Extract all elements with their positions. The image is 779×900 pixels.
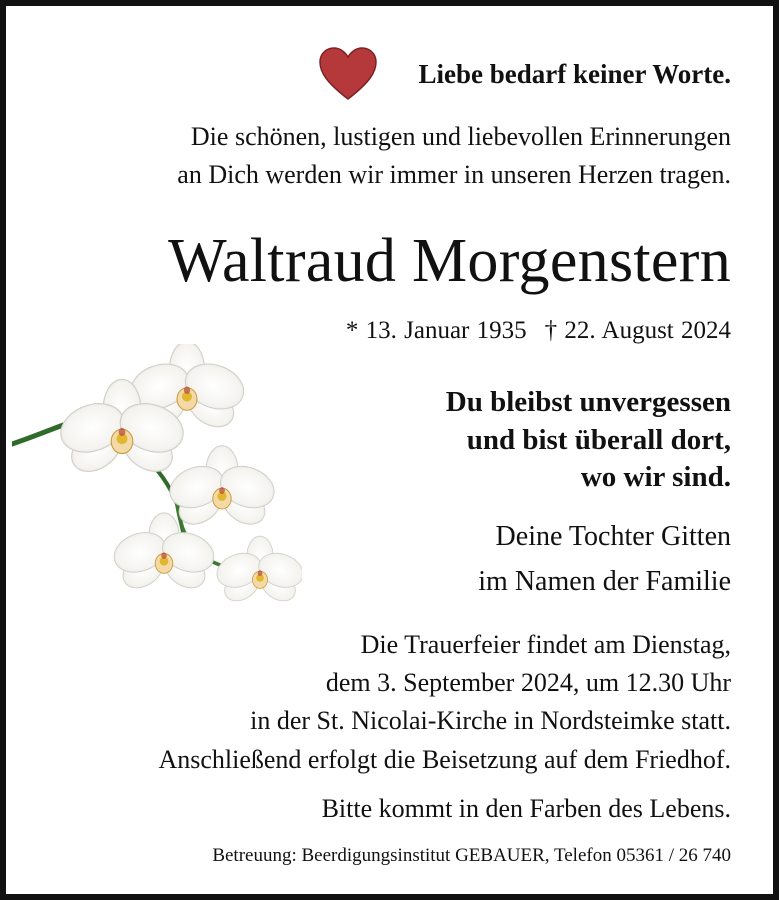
orchid-illustration	[12, 344, 302, 629]
intro-text	[177, 118, 731, 194]
life-dates	[346, 316, 731, 346]
memorial-quote	[446, 384, 731, 497]
quote-line-2: und bist überall dort,	[466, 423, 731, 456]
heart-icon	[318, 46, 378, 102]
ceremony-line-4: Anschließend erfolgt die Beisetzung auf dem Friedhof.	[158, 744, 731, 774]
signature-line-2: im Namen der Familie	[478, 565, 731, 597]
signature-line-1: Deine Tochter Gitten	[495, 521, 731, 552]
quote-line-1: Du bleibst unvergessen	[445, 386, 731, 418]
ceremony-line-2: dem 3. September 2024, um 12.30 Uhr	[325, 668, 731, 698]
dress-request: Bitte kommt in den Farben des Lebens.	[321, 794, 731, 823]
funeral-home-footer: Betreuung: Beerdigungsinstitut GEBAUER, Telefon 05361 / 26 740	[212, 845, 731, 866]
deceased-name: Waltraud Morgenstern	[168, 227, 731, 295]
ceremony-line-1: Die Trauerfeier findet am Dienstag,	[360, 630, 731, 659]
birth-date: * 13. Januar 1935	[345, 317, 527, 344]
intro-line-2: an Dich werden wir immer in unseren Herzen tragen.	[177, 159, 731, 189]
ceremony-line-3: in der St. Nicolai-Kirche in Nordsteimke statt.	[250, 706, 731, 736]
quote-line-3: wo wir sind.	[580, 461, 731, 494]
family-signature	[478, 515, 731, 605]
intro-line-1: Die schönen, lustigen und liebevollen Erinnerungen	[190, 122, 731, 151]
motto-text: Liebe bedarf keiner Worte.	[418, 59, 731, 89]
death-date: † 22. August 2024	[544, 317, 731, 344]
ceremony-details	[158, 626, 731, 779]
